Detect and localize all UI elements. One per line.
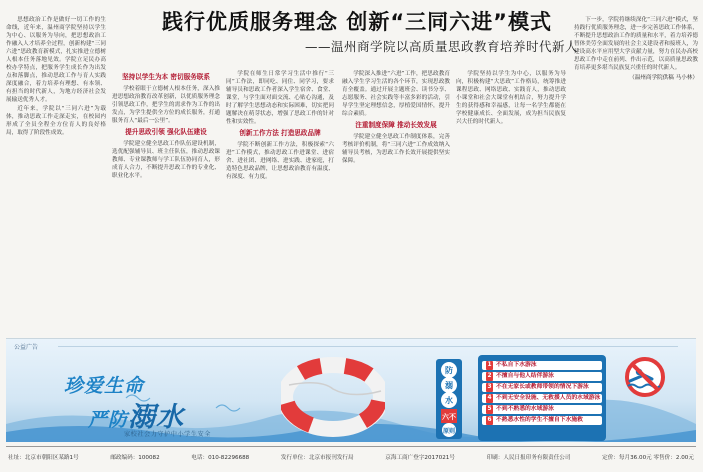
footer-license: 京海工商广登字2017021号 xyxy=(385,454,455,461)
footer-printer: 印刷：人民日报印务有限责任公司 xyxy=(486,454,571,461)
psa-banner xyxy=(6,338,696,442)
svg-text:原则: 原则 xyxy=(442,428,456,435)
rule-item: 3 不在无家长或教师带领的情况下游泳 xyxy=(482,383,602,392)
svg-text:防: 防 xyxy=(445,366,453,375)
life-ring-icon xyxy=(281,345,385,437)
article-subheadline: ——温州商学院以高质量思政教育培养时代新人 xyxy=(304,39,578,54)
rule-text: 不熟悉水性的学生不擅自下水施救 xyxy=(496,417,583,423)
svg-text:溺: 溺 xyxy=(445,381,453,390)
rule-text: 不到无安全设施、无救援人员的水域游泳 xyxy=(496,395,601,401)
rule-text: 不在无家长或教师带领的情况下游泳 xyxy=(496,384,589,390)
article-column-3 xyxy=(226,70,334,320)
article-headline: 践行优质服务理念 创新“三同六进”模式 xyxy=(162,10,552,34)
rule-item: 2 不擅自与他人结伴游泳 xyxy=(482,372,602,381)
newspaper-footer xyxy=(6,446,696,466)
article-byline: （温州商学院供稿 马小林） xyxy=(629,75,698,81)
footer-address: 社址：北京市朝阳区某路1号 xyxy=(8,454,79,461)
paragraph: 学院建立健全思政工作队伍建设机制，选优配强辅导员、班主任队伍，推动思政课教师、专业课教师与学工队伍协同育人，形成育人合力，不断提升思政工作的专业化、职业化水平。 xyxy=(112,141,220,179)
section-subtitle: 创新工作方法 打造思政品牌 xyxy=(239,129,321,137)
svg-text:六不: 六不 xyxy=(442,413,456,421)
paragraph: 思想政治工作是做好一切工作的生命线，近年来，温州商学院坚持以学生为中心、以服务为导向，把思想政治工作融入人才培养全过程，创新构建“三同六进”思政教育新模式，扎实推进立德树人根本任务落地见效。学院立足民办高校办学特点，把服务学生成长作为出发点和落脚点，推动思政工作与育人实践深度融合，着力培养有理想、有本领、有担当的时代新人，为地方经济社会发展输送优秀人才。 xyxy=(6,17,106,103)
footer-price: 定价：每月36.00元 零售价：2.00元 xyxy=(602,454,694,461)
paragraph: 学院坚持以学生为中心，以服务为导向，积极构建“大思政”工作格局，统筹推进课程思政、网络思政、实践育人，推动思政小课堂和社会大课堂有机结合，努力提升学生的获得感和幸福感，让每一名学生都能在学校健康成长、全面发展，成为担当民族复兴大任的时代新人。 xyxy=(456,71,566,125)
six-rules-vertical-label xyxy=(432,359,466,439)
paragraph: 学校着眼于立德树人根本任务，深入推进思想政治教育改革创新，以优质服务理念引领思政工作，把学生的需求作为工作的出发点，为学生提供全方位的成长服务，打通服务育人“最后一公里”。 xyxy=(112,86,220,124)
psa-title-emphasis: 溺水 xyxy=(128,402,185,433)
no-swimming-sign-icon xyxy=(614,355,676,399)
rule-text: 不私自下水游泳 xyxy=(496,362,537,368)
rule-item: 4 不到无安全设施、无救援人员的水域游泳 xyxy=(482,394,602,403)
section-subtitle: 坚持以学生为本 密切服务联系 xyxy=(121,73,210,81)
footer-phone: 电话：010-82296688 xyxy=(191,454,250,461)
paragraph: 学院在师生日常学习生活中推行“三同”工作法，即同吃、同住、同学习，要求辅导员和思政工作者深入学生宿舍、食堂、课堂，与学生面对面交流、心贴心沟通，及时了解学生思想动态和实际困难，切实把问题解决在萌芽状态，增强了思政工作的针对性和实效性。 xyxy=(226,71,334,125)
article-column-1 xyxy=(6,16,106,316)
psa-title-line1: 珍爱生命 xyxy=(64,375,145,397)
paragraph: 下一步，学院将继续深化“三同六进”模式，坚持践行优质服务理念，进一步完善思政工作体系，不断提升思想政治工作的质量和水平，着力培养德智体美劳全面发展的社会主义建设者和接班人，为建设高水平应用型大学贡献力量，努力在民办高校思政工作中走在前列、作出示范，以高质量思政教育培养更多堪当民族复兴重任的时代新人。 xyxy=(574,17,698,71)
rule-text: 不到不熟悉的水域游泳 xyxy=(496,406,554,412)
article-column-6 xyxy=(574,16,698,316)
paragraph: 学院不断创新工作方法，积极探索“六进”工作模式，推动思政工作进课堂、进宿舍、进社团、进网络、进实践、进家庭，打造特色思政品牌，让思想政治教育有温度、有深度、有力度。 xyxy=(226,142,334,180)
psa-caption: 家校社会力守护中小学生安全 xyxy=(124,431,211,438)
article-column-5 xyxy=(456,70,566,320)
six-rules-panel xyxy=(478,355,606,441)
article-column-4 xyxy=(342,70,450,320)
paragraph: 近年来，学院以“三同六进”为载体，推动思政工作走深走实，在校园内形成了全员全程全方位育人的良好格局，取得了阶段性成效。 xyxy=(6,106,106,136)
rule-item: 5 不到不熟悉的水域游泳 xyxy=(482,405,602,414)
footer-issuer: 发行单位：北京市报刊发行局 xyxy=(280,454,354,461)
svg-text:水: 水 xyxy=(445,396,453,405)
psa-title-prefix: 严防 xyxy=(88,409,129,431)
article-column-2 xyxy=(112,70,220,320)
rule-item: 6 不熟悉水性的学生不擅自下水施救 xyxy=(482,416,602,425)
paragraph: 学院建立健全思政工作制度体系，完善考核评价机制，将“三同六进”工作成效纳入辅导员考核，为思政工作长效开展提供坚实保障。 xyxy=(342,134,450,164)
section-subtitle: 注重制度保障 推动长效发展 xyxy=(355,121,437,129)
footer-postcode: 邮政编码：100082 xyxy=(110,454,160,461)
section-subtitle: 提升思政引领 强化队伍建设 xyxy=(125,128,207,136)
rule-text: 不擅自与他人结伴游泳 xyxy=(496,373,554,379)
rule-item: 1 不私自下水游泳 xyxy=(482,361,602,370)
psa-tag: 公益广告 xyxy=(14,344,39,351)
paragraph: 学院深入推进“六进”工作，把思政教育融入学生学习生活的各个环节，实现思政教育全覆盖。通过开展主题班会、读书分享、志愿服务、社会实践等丰富多彩的活动，引导学生坚定理想信念，厚植爱国情怀，提升综合素质。 xyxy=(342,71,450,117)
